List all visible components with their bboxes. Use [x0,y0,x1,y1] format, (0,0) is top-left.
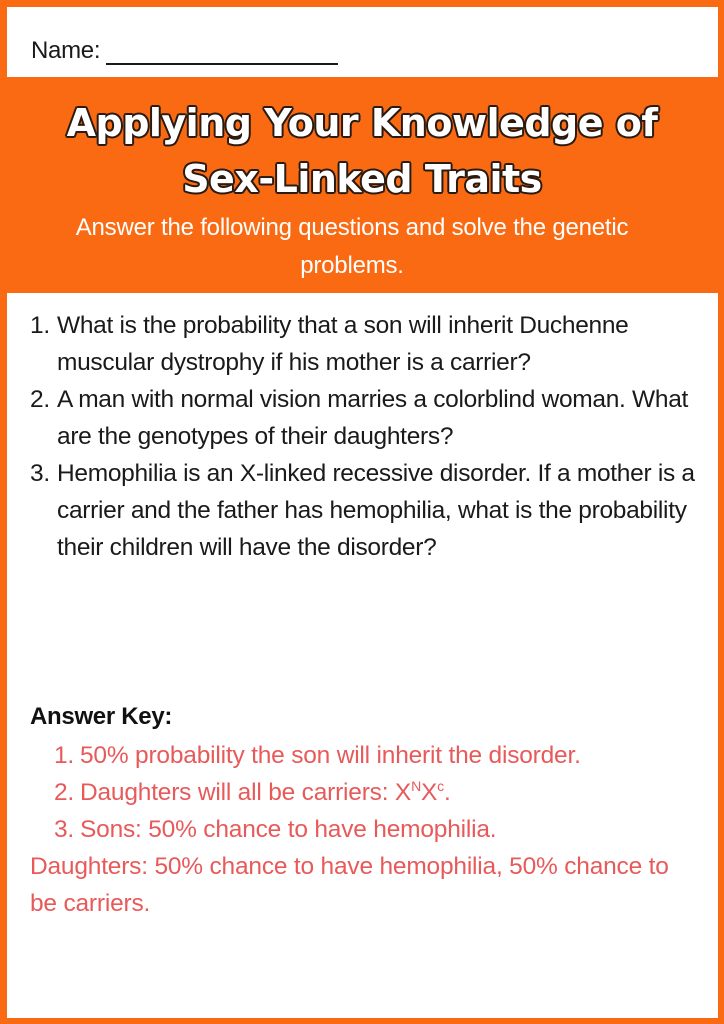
worksheet-title [0,77,724,207]
question-number: 3. [30,460,50,487]
name-blank-line[interactable] [106,39,338,65]
answer-text-prefix: Daughters will all be carriers: X [80,779,412,806]
question-item [30,455,700,566]
question-number: 2. [30,386,50,413]
title-banner [0,77,724,293]
answer-text: Sons: 50% chance to have hemophilia. [80,816,497,843]
answer-continuation: Daughters: 50% chance to have hemophilia, 50% chance to be carriers. [30,853,669,917]
question-text: What is the probability that a son will inherit Duchenne muscular dystrophy if his mother is a carrier? [57,312,629,376]
allele-superscript-n: N [411,778,421,794]
answer-number: 2. [54,779,75,806]
answer-number: 3. [54,816,75,843]
question-number: 1. [30,312,50,339]
answer-item [30,774,710,811]
answer-number: 1. [54,742,75,769]
question-item [30,381,700,455]
name-row [31,31,338,67]
answer-item [30,811,710,848]
question-item [30,307,700,381]
title-line-2: Sex-Linked Traits [182,157,542,201]
name-label: Name: [31,37,101,64]
answer-item [30,737,710,774]
answer-text [80,774,710,811]
answers-list [30,737,710,922]
answer-key-heading: Answer Key: [30,703,173,730]
questions-list [30,307,700,566]
answer-text-suffix: . [443,779,451,806]
title-line-1: Applying Your Knowledge of [66,101,658,145]
question-text: A man with normal vision marries a colorblind woman. What are the genotypes of their daughters? [57,386,689,450]
instructions-subtitle: Answer the following questions and solve the genetic problems. [75,214,629,279]
answer-text-mid: X [421,779,438,806]
question-text: Hemophilia is an X-linked recessive disorder. If a mother is a carrier and the father has hemophilia, what is the probability their children will have the disorder? [57,460,695,561]
answer-key-section [30,697,710,922]
answer-text: 50% probability the son will inherit the disorder. [80,742,581,769]
allele-superscript-c: c [437,778,444,794]
